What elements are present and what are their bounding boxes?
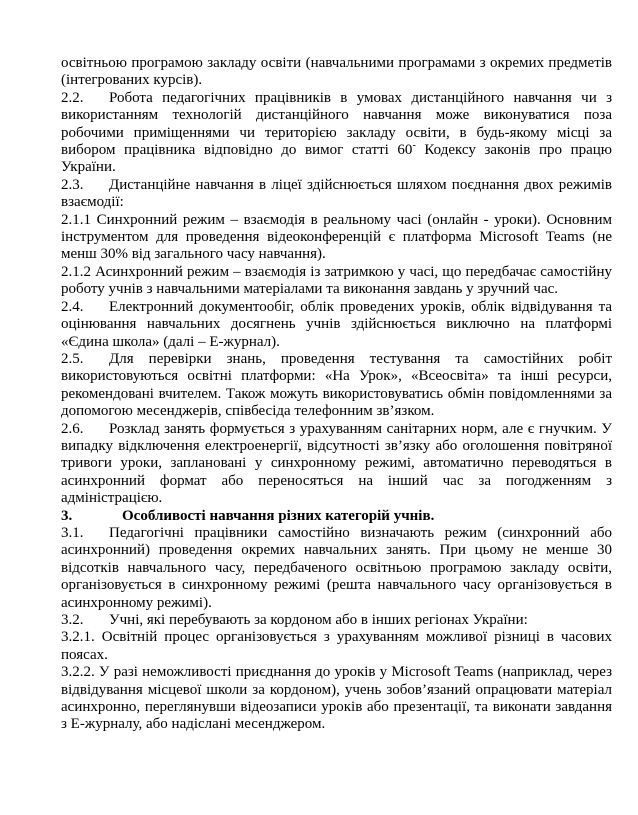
paragraph: 2.4. Електронний документообіг, облік проведених уроків, облік відвідування та оцінювання навчальних досягнень учнів здійснюється виключно на платформі «Єдина школа» (далі – Е-журнал). [61, 298, 612, 350]
paragraph-number: 2.3. [61, 176, 84, 193]
paragraph-number: 2.4. [61, 298, 84, 315]
paragraph-number: 2.6. [61, 420, 84, 437]
paragraph: освітньою програмою закладу освіти (навчальними програмами з окремих предметів (інтегрованих курсів). [61, 55, 612, 89]
paragraph: 2.6. Розклад занять формується з урахуванням санітарних норм, але є гнучким. У випадку відключення електроенергії, відсутності зв’язку або оголошення повітряної тривоги уроки, заплановані у синхронному режимі, автоматично переводяться в асинхронний формат або переносяться на інший час за погодженням з адміністрацією. [61, 420, 612, 507]
paragraph: 3.1. Педагогічні працівники самостійно визначають режим (синхронний або асинхронний) проведення окремих навчальних занять. При цьому не менше 30 відсотків навчального часу, передбаченого освітньою програмою закладу освіти, організовується в синхронному режимі (решта навчального часу організовується в асинхронному режимі). [61, 524, 612, 611]
paragraph: 2.1.1 Синхронний режим – взаємодія в реальному часі (онлайн - уроки). Основним інструментом для проведення відеоконференцій є платформа Microsoft Teams (не менш 30% від загального часу навчання). [61, 211, 612, 263]
paragraph-number: 2.2. [61, 89, 84, 106]
paragraph: 2.2. Робота педагогічних працівників в умовах дистанційного навчання чи з використанням технологій дистанційного навчання може виконуватися поза робочими приміщеннями чи територією закладу освіти, в будь-якому місці за вибором працівника відповідно до вимог статті 60- Кодексу законів про працю України. [61, 89, 612, 176]
paragraph: 2.5. Для перевірки знань, проведення тестування та самостійних робіт використовуються освітні платформи: «На Урок», «Всеосвіта» та інші ресурси, рекомендовані вчителем. Також можуть використовуватись обмін повідомленнями за допомогою месенджерів, співбесіда телефонним зв’язком. [61, 350, 612, 420]
paragraph-number: 3.2. [61, 612, 84, 628]
paragraph: 2.1.2 Асинхронний режим – взаємодія із затримкою у часі, що передбачає самостійну роботу учнів з навчальними матеріалами та виконання завдань у зручний час. [61, 263, 612, 298]
paragraph: 2.3. Дистанційне навчання в ліцеї здійснюється шляхом поєднання двох режимів взаємодії: [61, 176, 612, 211]
paragraph-number: 3.1. [61, 524, 84, 541]
document-content [61, 55, 612, 734]
paragraph: 3.2.2. У разі неможливості приєднання до уроків у Microsoft Teams (наприклад, через відвідування місцевої школи за кордоном), учень зобов’язаний опрацювати матеріал асинхронно, переглянувши відеозаписи уроків або презентації, та виконати завдання з Е-журналу, або надіслані месенджером. [61, 664, 612, 733]
section-heading: 3. Особливості навчання різних категорій учнів. [61, 507, 435, 524]
superscript-mark: - [412, 140, 416, 152]
paragraph: 3.2.1. Освітній процес організовується з урахуванням можливої різниці в часових поясах. [61, 629, 612, 663]
paragraph: 3.2. Учні, які перебувають за кордоном або в інших регіонах України: [61, 612, 528, 628]
paragraph-number: 3. [61, 507, 73, 524]
paragraph-number: 2.5. [61, 350, 84, 367]
